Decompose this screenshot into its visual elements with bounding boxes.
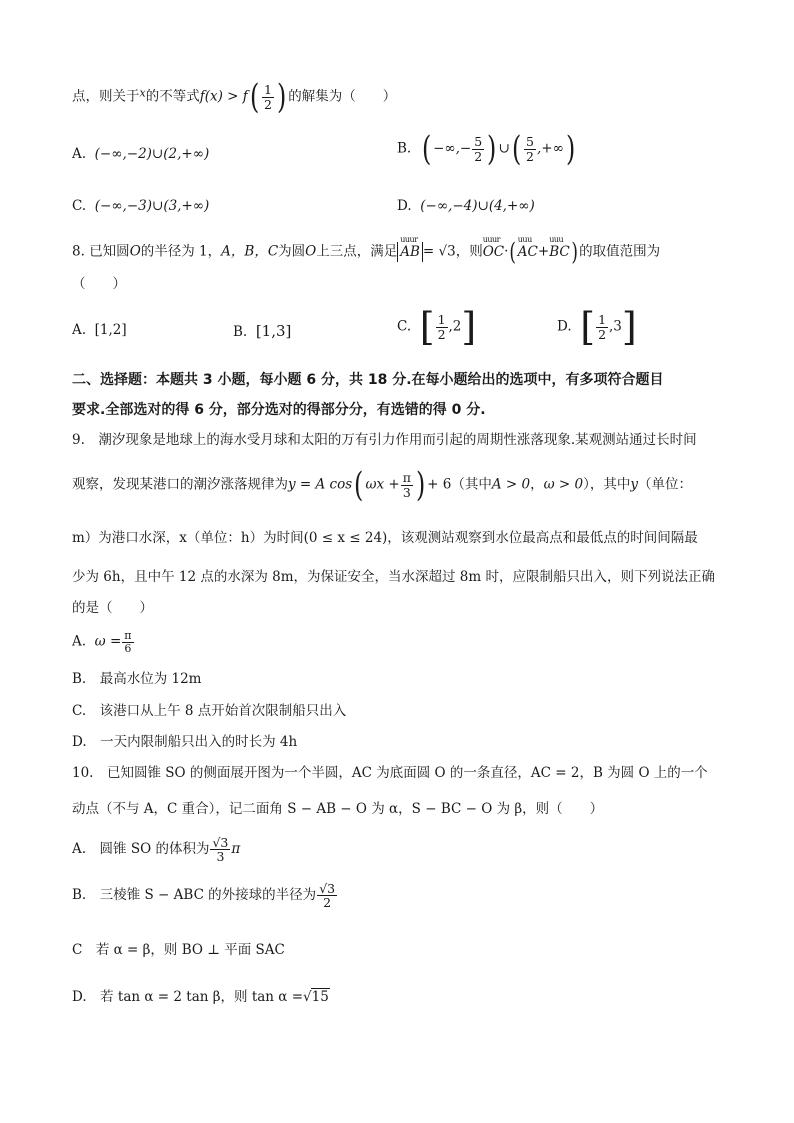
q10-option-d: D. 若 tan α = 2 tan β，则 tan α =√15	[72, 989, 329, 1005]
q10-line2: 动点（不与 A，C 重合），记二面角 S − AB − O 为 α，S − BC − O 为 β，则（ ）	[72, 801, 604, 817]
q10-line1: 10. 已知圆锥 SO 的侧面展开图为一个半圆，AC 为底面圆 O 的一条直径，AC = 2，B 为圆 O 上的一个	[72, 765, 708, 781]
q7-text-a: 点，则关于	[72, 88, 140, 105]
q7-text-c: 的解集为（ ）	[288, 88, 397, 105]
q7-option-d: D. (−∞,−4)∪(4,+∞)	[397, 198, 535, 214]
q9-formula: y = A cos	[288, 476, 353, 493]
q7-option-b: B. ( −∞,− $\frac{5}{2}$ ) ∪( $\frac{5}{2}$ ,+∞)	[397, 129, 576, 169]
q7-var-x: x	[139, 86, 146, 100]
q8-option-b: B. [1,3]	[233, 322, 292, 340]
q8-option-a: A. [1,2]	[72, 322, 127, 338]
q9-line4: 少为 6h，且中午 12 点的水深为 8m，为保证安全，当水深超过 8m 时，应限制船只出入，则下列说法正确	[72, 569, 715, 585]
q9-line1: 9. 潮汐现象是地球上的海水受月球和太阳的万有引力作用而引起的周期性涨落现象.某观测站通过长时间	[72, 432, 697, 448]
sqrt-15: 15	[311, 989, 329, 1005]
q7-ineq-left: f(x) > f	[199, 88, 248, 105]
q9-option-c: C. 该港口从上午 8 点开始首次限制船只出入	[72, 703, 347, 719]
q9-option-b: B. 最高水位为 12m	[72, 671, 202, 687]
q9-line3: m）为港口水深，x（单位：h）为时间(0 ≤ x ≤ 24)，该观测站观察到水位最高点和最低点的时间间隔最	[72, 530, 698, 546]
q9-line5: 的是（ ）	[72, 600, 153, 616]
q8-stem: 8. 已知圆O的半径为 1，A，B，C为圆O上三点，满足uuur AB = √3，则uuur OC·(uuu AC+uuu BC)的取值范围为	[72, 240, 660, 264]
section2-title-line1: 二、选择题：本题共 3 小题，每小题 6 分，共 18 分.在每小题给出的选项中，有多项符合题目	[72, 372, 664, 388]
q8-paren: （ ）	[72, 276, 126, 292]
vector-ac: uuu AC	[518, 244, 538, 260]
q7-tail-line: 点，则关于$^x$的不等式f(x) > f( $\frac{1}{2}$ ) 的解集为（ ）	[72, 77, 397, 117]
q8-option-d: D. [ $\frac{1}{2}$ ,3]	[557, 305, 637, 349]
q10-option-c: C 若 α = β，则 BO ⊥ 平面 SAC	[72, 942, 285, 958]
q7-option-c: C. (−∞,−3)∪(3,+∞)	[72, 198, 210, 214]
q10-option-a: A. 圆锥 SO 的体积为 $\frac{√3}{3}$ π	[72, 835, 241, 865]
vector-oc: uuur OC	[483, 244, 504, 260]
vector-ab: uuur AB	[400, 244, 420, 260]
q9-option-a: A. ω = $\frac{\pi}{6}$	[72, 629, 132, 655]
q7-option-a: A. (−∞,−2)∪(2,+∞)	[72, 146, 210, 162]
q9-option-d: D. 一天内限制船只出入的时长为 4h	[72, 734, 298, 750]
q7-option-a-value: (−∞,−2)∪(2,+∞)	[94, 146, 210, 162]
q9-line2: 观察，发现某港口的潮汐涨落规律为y = A cos( ωx + $\frac{\pi}{3}$ ) + 6（其中A > 0，ω > 0），其中y（单位：	[72, 465, 692, 505]
q10-option-b: B. 三棱锥 S − ABC 的外接球的半径为 $\frac{√3}{2}$	[72, 881, 336, 911]
section2-title-line2: 要求.全部选对的得 6 分，部分选对的得部分分，有选错的得 0 分.	[72, 402, 486, 418]
vector-bc: uuu BC	[549, 244, 570, 260]
q7-text-b: 的不等式	[145, 88, 200, 105]
q8-option-c: C. [ $\frac{1}{2}$ ,2]	[397, 305, 477, 349]
q7-frac-half: $\frac{1}{2}$	[264, 82, 272, 112]
